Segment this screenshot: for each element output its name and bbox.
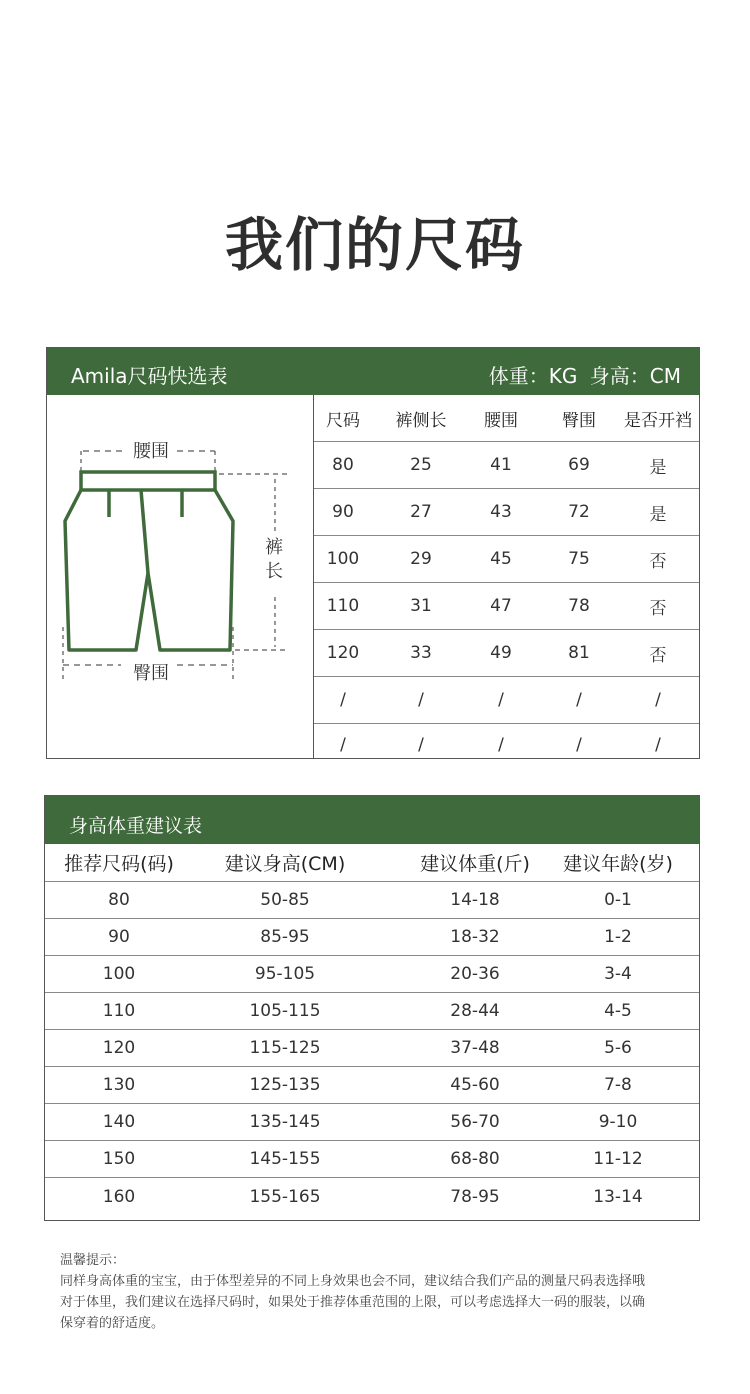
height-weight-title: 身高体重建议表 — [69, 815, 203, 837]
cell: 1-2 — [604, 927, 632, 947]
table-row — [45, 956, 699, 993]
cell: / — [340, 734, 346, 755]
cell: 37-48 — [450, 1038, 500, 1058]
table-row — [45, 919, 699, 956]
cell: 43 — [490, 502, 512, 522]
cell: 130 — [102, 1075, 136, 1095]
height-weight-chart — [44, 795, 700, 1221]
cell: 50-85 — [260, 890, 310, 910]
cell: 81 — [568, 643, 590, 663]
height-weight-header-row — [45, 844, 699, 882]
cell: 否 — [649, 645, 667, 666]
cell: 41 — [490, 455, 512, 475]
height-weight-grid — [45, 844, 699, 1215]
cell: 80 — [108, 890, 130, 910]
cell: 18-32 — [450, 927, 500, 947]
table-row — [45, 993, 699, 1030]
cell: 9-10 — [598, 1112, 638, 1132]
cell: 78 — [568, 596, 590, 616]
page-title: 我们的尺码 — [224, 211, 525, 279]
cell: / — [498, 734, 504, 755]
cell: / — [576, 690, 582, 710]
cell: 140 — [102, 1112, 136, 1132]
cell: 29 — [410, 549, 432, 569]
cell: 110 — [326, 596, 360, 616]
cell: 7-8 — [604, 1075, 632, 1095]
table-row — [314, 536, 699, 583]
length-label-top: 裤 — [265, 537, 283, 558]
table-row — [314, 630, 699, 677]
hip-label: 臀围 — [133, 663, 169, 684]
cell: 110 — [102, 1001, 136, 1021]
header-size: 尺码 — [326, 410, 360, 431]
cell: / — [655, 690, 661, 710]
cell: 75 — [568, 549, 590, 569]
length-label-bottom: 长 — [265, 561, 283, 582]
cell: / — [655, 734, 661, 755]
cell: 145-155 — [249, 1149, 321, 1169]
cell: 5-6 — [604, 1038, 632, 1058]
waist-label: 腰围 — [133, 441, 169, 462]
header-hip: 臀围 — [562, 410, 596, 431]
size-chart-units: 体重：KG 身高：CM — [488, 364, 681, 388]
cell: 否 — [649, 551, 667, 572]
cell: 125-135 — [249, 1075, 321, 1095]
header-age: 建议年龄(岁) — [563, 853, 673, 875]
cell: 20-36 — [450, 964, 500, 984]
cell: / — [340, 690, 346, 710]
cell: 4-5 — [604, 1001, 632, 1021]
cell: 120 — [326, 643, 360, 663]
cell: 47 — [490, 596, 512, 616]
table-row — [45, 1104, 699, 1141]
cell: 45 — [490, 549, 512, 569]
cell: 49 — [490, 643, 512, 663]
table-row — [45, 1178, 699, 1215]
cell: 11-12 — [593, 1149, 643, 1169]
table-row — [45, 882, 699, 919]
cell: 13-14 — [593, 1186, 643, 1207]
cell: 27 — [410, 502, 432, 522]
cell: 150 — [102, 1149, 136, 1169]
header-recommended-size: 推荐尺码(码) — [64, 853, 174, 875]
cell: 95-105 — [254, 964, 316, 984]
header-open-crotch: 是否开裆 — [624, 410, 692, 431]
cell: 是 — [649, 457, 667, 478]
cell: 100 — [102, 964, 136, 984]
header-waist: 腰围 — [484, 410, 518, 431]
cell: 135-145 — [249, 1112, 321, 1132]
tips — [60, 1250, 700, 1334]
cell: / — [418, 734, 424, 755]
cell: 68-80 — [450, 1149, 500, 1169]
size-chart-title: Amila尺码快选表 — [71, 364, 228, 388]
cell: 85-95 — [260, 927, 310, 947]
cell: 115-125 — [249, 1038, 321, 1058]
tips-line: 保穿着的舒适度。 — [60, 1316, 165, 1331]
header-side-length: 裤侧长 — [395, 410, 447, 431]
table-row — [314, 583, 699, 630]
size-header-row — [314, 395, 699, 442]
header-height: 建议身高(CM) — [224, 853, 346, 875]
table-row — [314, 489, 699, 536]
size-chart — [46, 347, 700, 759]
cell: / — [498, 690, 504, 710]
cell: 28-44 — [450, 1001, 500, 1021]
cell: 否 — [649, 598, 667, 619]
cell: 120 — [102, 1038, 136, 1058]
height-weight-header — [45, 796, 699, 844]
cell: 72 — [568, 502, 590, 522]
table-row — [45, 1067, 699, 1104]
table-row — [314, 724, 699, 765]
cell: / — [576, 734, 582, 755]
cell: 105-115 — [249, 1001, 321, 1021]
table-row — [45, 1030, 699, 1067]
table-row — [45, 1141, 699, 1178]
cell: 80 — [332, 455, 354, 475]
table-row — [314, 442, 699, 489]
header-weight: 建议体重(斤) — [420, 853, 530, 875]
cell: 78-95 — [450, 1186, 500, 1207]
cell: 25 — [410, 455, 432, 475]
cell: 155-165 — [249, 1186, 321, 1207]
cell: 69 — [568, 455, 590, 475]
tips-heading: 温馨提示： — [60, 1253, 126, 1268]
cell: 0-1 — [604, 890, 632, 910]
cell: 31 — [410, 596, 432, 616]
cell: 14-18 — [450, 890, 500, 910]
cell: 100 — [326, 549, 360, 569]
cell: 56-70 — [450, 1112, 500, 1132]
cell: 3-4 — [604, 964, 632, 984]
tips-line: 对于体里，我们建议在选择尺码时，如果处于推荐体重范围的上限，可以考虑选择大一码的服装，以确 — [60, 1295, 646, 1310]
cell: 是 — [649, 504, 667, 525]
table-row — [314, 677, 699, 724]
cell: / — [418, 690, 424, 710]
tips-line: 同样身高体重的宝宝，由于体型差异的不同上身效果也会不同，建议结合我们产品的测量尺码表选择哦 — [60, 1274, 646, 1289]
cell: 160 — [102, 1186, 136, 1207]
cell: 33 — [410, 643, 432, 663]
size-chart-header — [47, 348, 699, 395]
cell: 45-60 — [450, 1075, 500, 1095]
cell: 90 — [108, 927, 130, 947]
pants-diagram — [47, 395, 314, 758]
size-grid — [314, 395, 699, 765]
cell: 90 — [332, 502, 354, 522]
